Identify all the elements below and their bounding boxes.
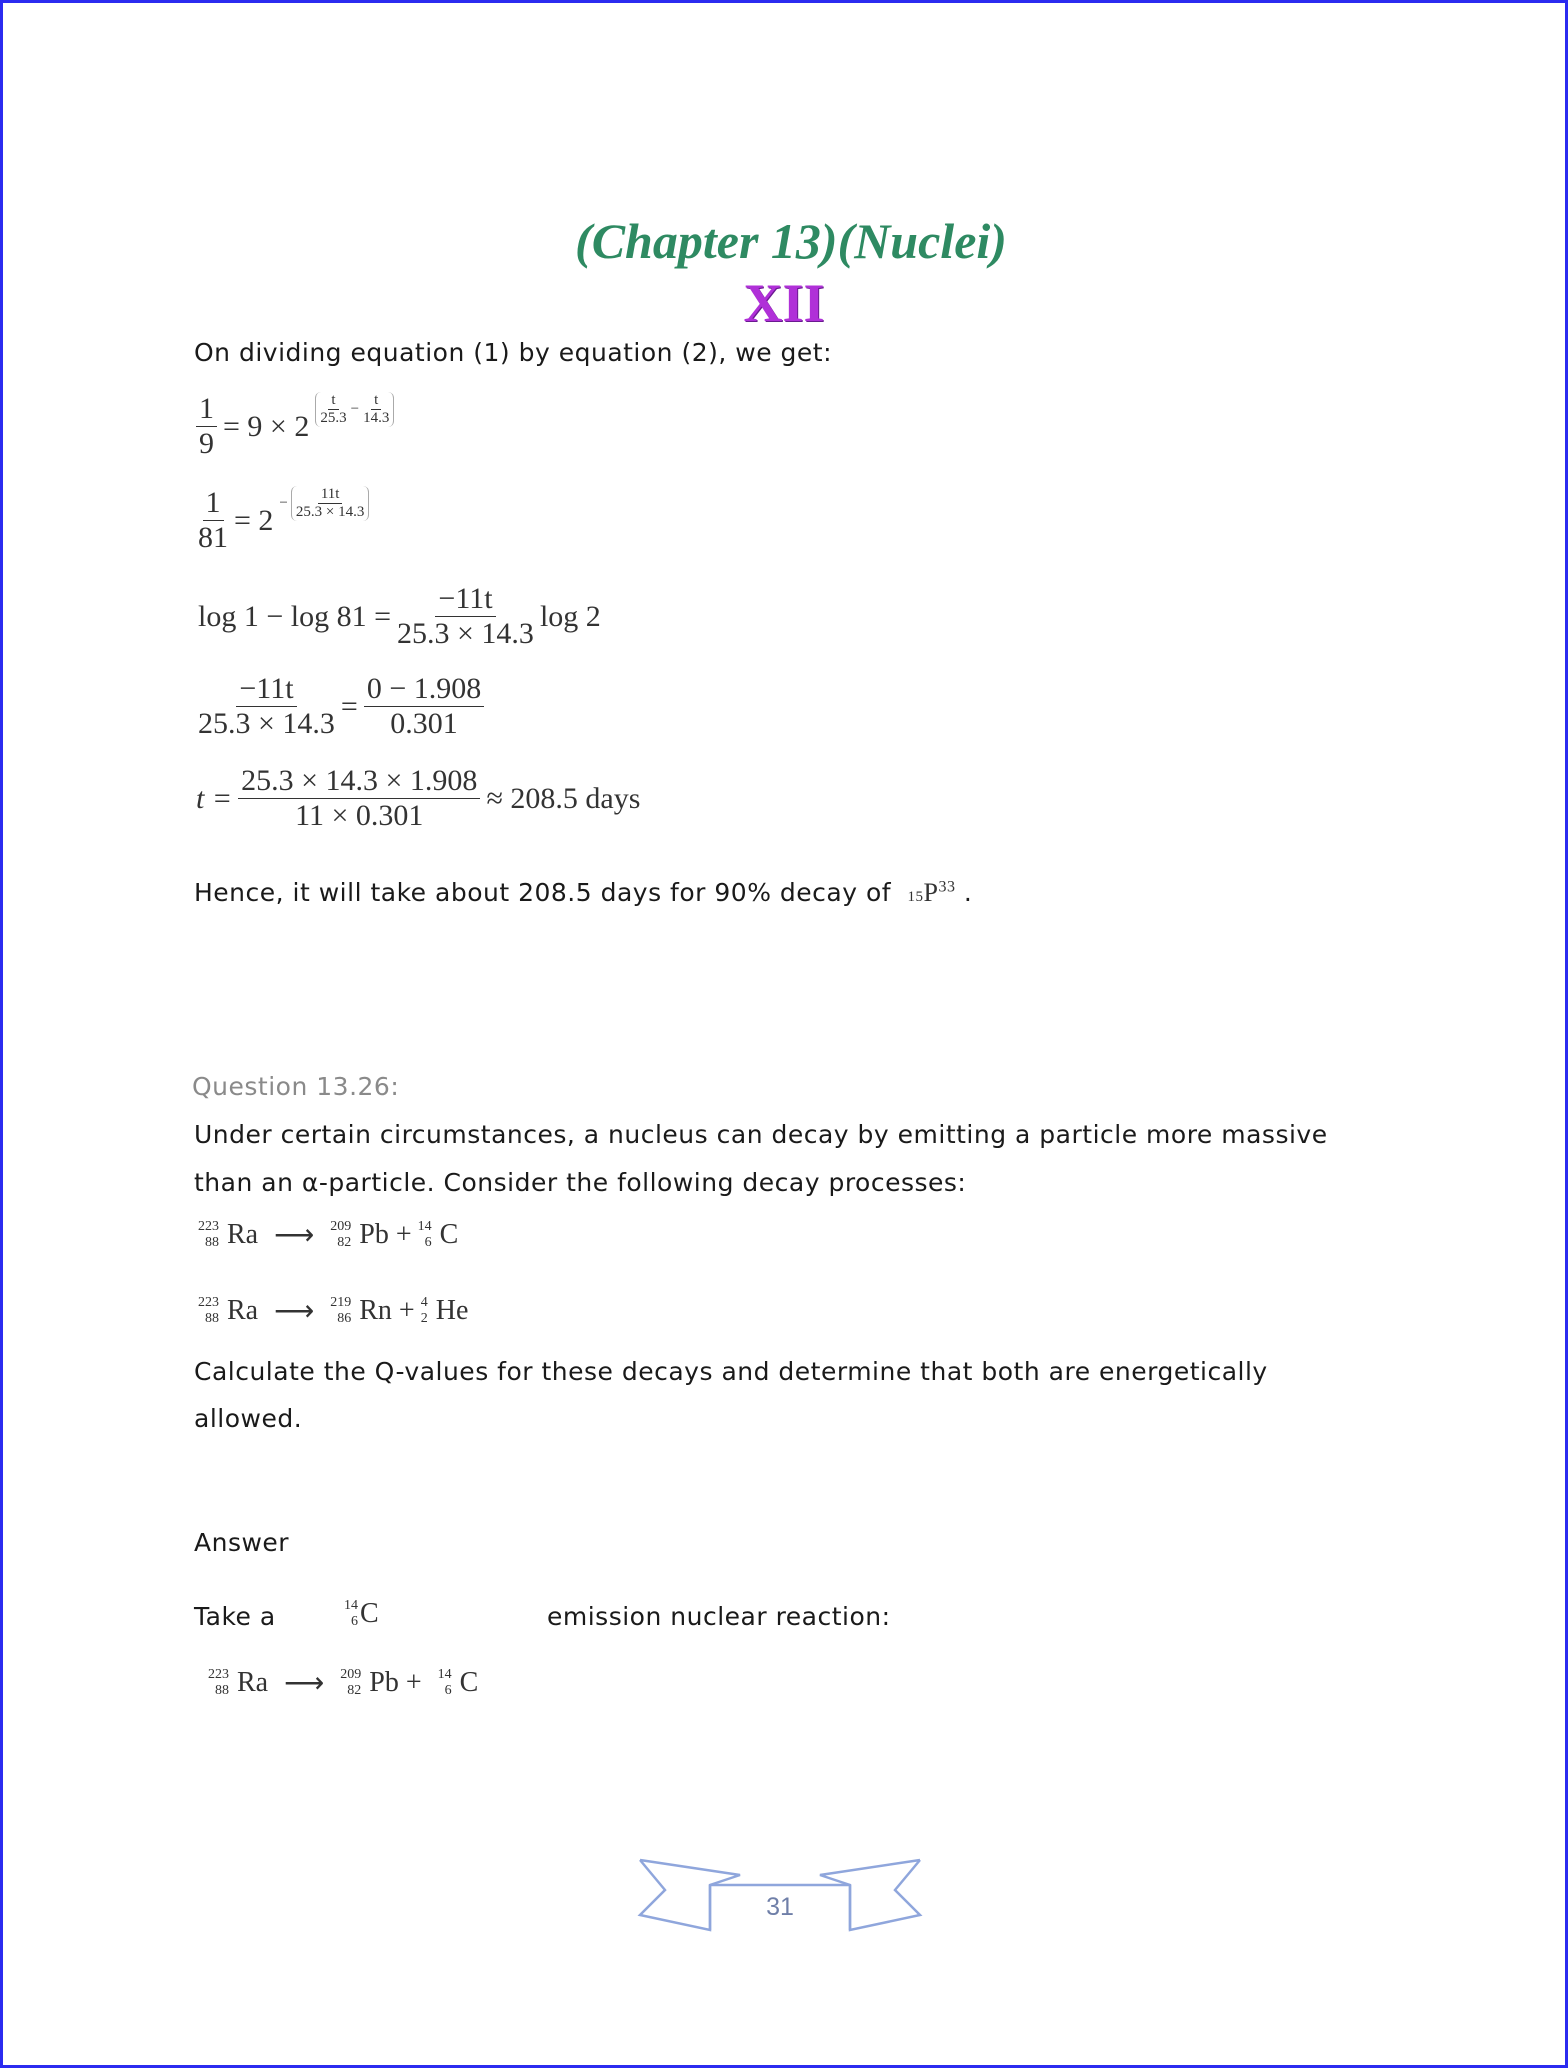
symbol: Rn + <box>359 1295 415 1326</box>
conclusion <box>194 878 972 908</box>
reaction-1 <box>198 1218 458 1252</box>
page-number: 31 <box>766 1893 794 1921</box>
mass-number: 219 <box>330 1295 352 1310</box>
question-line-4: allowed. <box>194 1404 303 1433</box>
take-text: Take a <box>194 1602 276 1631</box>
question-line-1: Under certain circumstances, a nucleus can decay by emitting a particle more massive <box>194 1120 1328 1149</box>
numerator: 0 − 1.908 <box>364 672 484 707</box>
denominator: 25.3 <box>320 410 347 426</box>
denominator: 25.3 × 14.3 <box>198 707 335 740</box>
chapter-title: (Chapter 13)(Nuclei) <box>575 213 1007 269</box>
atomic-number: 88 <box>205 1235 219 1250</box>
question-line-2: than an α-particle. Consider the following decay processes: <box>194 1168 967 1197</box>
rhs: log 2 <box>539 599 601 633</box>
exponent <box>315 392 394 427</box>
atomic-number: 88 <box>205 1311 219 1326</box>
equation-5 <box>196 764 640 833</box>
mass-number: 223 <box>198 1295 219 1310</box>
numerator: 1 <box>196 392 217 427</box>
numerator: −11t <box>435 582 495 617</box>
denominator: 81 <box>198 521 228 554</box>
mass-number: 33 <box>938 878 956 896</box>
symbol: Ra <box>237 1667 269 1698</box>
atomic-number: 2 <box>420 1311 428 1326</box>
exponent <box>279 486 369 521</box>
conclusion-text: Hence, it will take about 208.5 days for 90% decay of <box>194 878 892 907</box>
denominator: 9 <box>199 427 214 460</box>
arrow-icon: ⟶ <box>274 1220 315 1251</box>
intro-text: On dividing equation (1) by equation (2), we get: <box>194 338 833 367</box>
numerator: −11t <box>236 672 296 707</box>
question-line-3: Calculate the Q-values for these decays and determine that both are energetically <box>194 1357 1268 1386</box>
class-label: XII <box>743 273 825 333</box>
symbol: Pb + <box>359 1219 412 1250</box>
symbol: Ra <box>227 1295 259 1326</box>
mass-number: 209 <box>340 1667 362 1682</box>
question-label: Question 13.26: <box>192 1072 400 1101</box>
numerator: 11t <box>318 486 343 504</box>
arrow-icon: ⟶ <box>284 1668 325 1699</box>
reaction-2 <box>198 1294 468 1328</box>
fraction <box>196 392 217 461</box>
minus: − <box>350 401 360 417</box>
denominator: 25.3 × 14.3 <box>295 504 365 520</box>
atomic-number: 88 <box>215 1683 229 1698</box>
equals: = <box>340 689 358 723</box>
equation-4 <box>198 672 484 741</box>
mass-number: 4 <box>420 1295 428 1310</box>
symbol: C <box>459 1667 479 1698</box>
isotope-p33 <box>908 878 956 907</box>
atomic-number: 6 <box>444 1683 452 1698</box>
atomic-number: 86 <box>337 1311 352 1326</box>
symbol: C <box>360 1598 379 1629</box>
carbon-14 <box>344 1598 379 1630</box>
arrow-icon: ⟶ <box>274 1296 315 1327</box>
atomic-number: 82 <box>347 1683 362 1698</box>
mass-number: 14 <box>344 1598 358 1613</box>
equation-2 <box>198 486 369 555</box>
emission-text: emission nuclear reaction: <box>547 1602 891 1631</box>
rhs: = 9 × 2 <box>223 409 310 443</box>
mass-number: 223 <box>208 1667 229 1682</box>
mass-number: 14 <box>417 1219 432 1234</box>
answer-label: Answer <box>194 1528 290 1557</box>
equation-1 <box>196 392 394 461</box>
atomic-number: 6 <box>424 1235 432 1250</box>
numerator: t <box>328 392 338 410</box>
lhs: t = <box>196 781 233 815</box>
symbol: Ra <box>227 1219 259 1250</box>
denominator: 14.3 <box>363 410 390 426</box>
rhs: = 2 <box>234 503 274 537</box>
symbol: P <box>923 878 939 907</box>
mass-number: 209 <box>330 1219 352 1234</box>
mass-number: 14 <box>437 1667 452 1682</box>
minus: − <box>279 495 288 511</box>
numerator: 1 <box>203 486 224 521</box>
numerator: 25.3 × 14.3 × 1.908 <box>238 764 480 799</box>
symbol: He <box>435 1295 469 1326</box>
reaction-3 <box>208 1666 478 1700</box>
symbol: C <box>439 1219 459 1250</box>
atomic-number: 82 <box>337 1235 352 1250</box>
lhs: log 1 − log 81 = <box>198 599 392 633</box>
atomic-number: 6 <box>351 1614 358 1629</box>
mass-number: 223 <box>198 1219 219 1234</box>
period: . <box>963 878 973 907</box>
numerator: t <box>371 392 381 410</box>
denominator: 11 × 0.301 <box>295 799 424 832</box>
atomic-number: 15 <box>907 889 924 905</box>
denominator: 0.301 <box>390 707 458 740</box>
symbol: Pb + <box>369 1667 422 1698</box>
denominator: 25.3 × 14.3 <box>397 617 534 650</box>
rhs: ≈ 208.5 days <box>486 781 641 815</box>
equation-3 <box>198 582 601 651</box>
